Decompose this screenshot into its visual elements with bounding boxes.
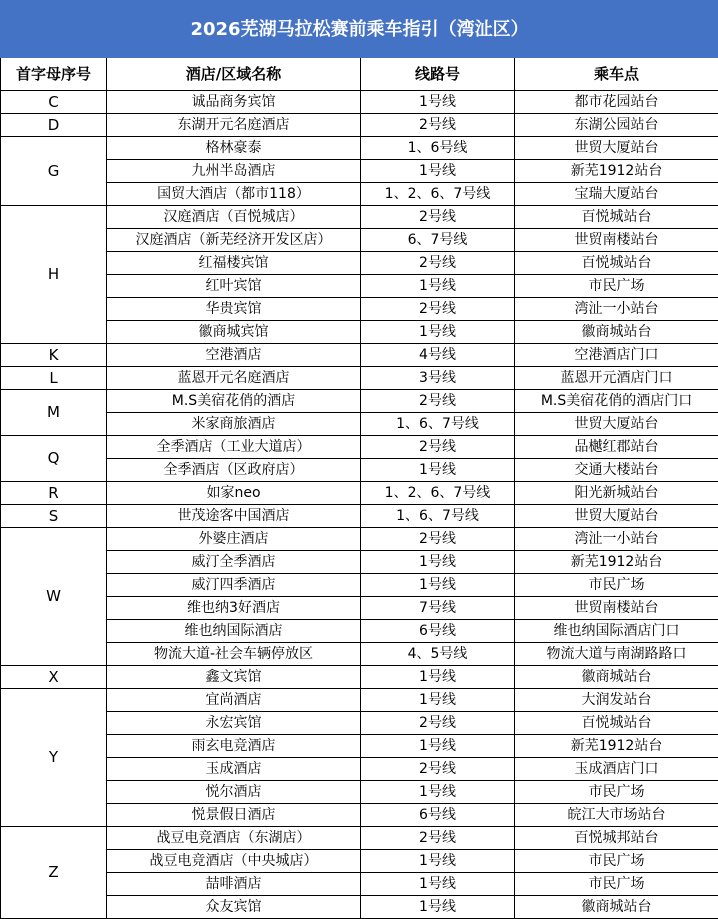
route-number: 4号线 <box>361 344 515 367</box>
table-row <box>1 459 718 482</box>
hotel-name: 威汀四季酒店 <box>107 574 361 597</box>
table-row <box>1 114 718 137</box>
table-row <box>1 344 718 367</box>
boarding-stop: 徽商城站台 <box>515 896 718 919</box>
hotel-name: 汉庭酒店（百悦城店） <box>107 206 361 229</box>
table-row <box>1 91 718 114</box>
hotel-name: 米家商旅酒店 <box>107 413 361 436</box>
group-letter: M <box>1 390 107 436</box>
hotel-name: 鑫文宾馆 <box>107 666 361 689</box>
route-number: 2号线 <box>361 390 515 413</box>
table-row <box>1 436 718 459</box>
hotel-name: 玉成酒店 <box>107 758 361 781</box>
route-number: 2号线 <box>361 298 515 321</box>
group-letter: Q <box>1 436 107 482</box>
hotel-name: 东湖开元名庭酒店 <box>107 114 361 137</box>
hotel-name: 空港酒店 <box>107 344 361 367</box>
table-row <box>1 758 718 781</box>
hotel-name: 物流大道-社会车辆停放区 <box>107 643 361 666</box>
boarding-stop: 物流大道与南湖路路口 <box>515 643 718 666</box>
header-row <box>1 58 718 91</box>
route-number: 2号线 <box>361 712 515 735</box>
title-row <box>1 1 718 58</box>
group-letter: C <box>1 91 107 114</box>
boarding-stop: 新芜1912站台 <box>515 551 718 574</box>
boarding-stop: 新芜1912站台 <box>515 160 718 183</box>
boarding-stop: 空港酒店门口 <box>515 344 718 367</box>
hotel-name: 汉庭酒店（新芜经济开发区店） <box>107 229 361 252</box>
hotel-name: 诚品商务宾馆 <box>107 91 361 114</box>
boarding-stop: 阳光新城站台 <box>515 482 718 505</box>
table-row <box>1 620 718 643</box>
table-row <box>1 528 718 551</box>
hotel-name: 雨玄电竞酒店 <box>107 735 361 758</box>
route-number: 1、2、6、7号线 <box>361 482 515 505</box>
boarding-stop: 蓝恩开元酒店门口 <box>515 367 718 390</box>
hotel-name: 九州半岛酒店 <box>107 160 361 183</box>
table-row <box>1 781 718 804</box>
group-letter: W <box>1 528 107 666</box>
boarding-stop: 百悦城站台 <box>515 252 718 275</box>
boarding-stop: 世贸南楼站台 <box>515 597 718 620</box>
route-number: 4、5号线 <box>361 643 515 666</box>
hotel-name: 战豆电竞酒店（中央城店） <box>107 850 361 873</box>
table-row <box>1 206 718 229</box>
boarding-stop: 湾沚一小站台 <box>515 298 718 321</box>
boarding-stop: 宝瑞大厦站台 <box>515 183 718 206</box>
boarding-stop: 世贸大厦站台 <box>515 505 718 528</box>
hotel-name: 众友宾馆 <box>107 896 361 919</box>
table-row <box>1 827 718 850</box>
route-number: 1号线 <box>361 873 515 896</box>
table-row <box>1 367 718 390</box>
route-number: 1号线 <box>361 321 515 344</box>
hotel-name: 全季酒店（区政府店） <box>107 459 361 482</box>
table-row <box>1 551 718 574</box>
route-number: 1、6号线 <box>361 137 515 160</box>
route-number: 1号线 <box>361 781 515 804</box>
hotel-name: 永宏宾馆 <box>107 712 361 735</box>
boarding-stop: 皖江大市场站台 <box>515 804 718 827</box>
table-row <box>1 275 718 298</box>
route-number: 1号线 <box>361 666 515 689</box>
hotel-name: 悦景假日酒店 <box>107 804 361 827</box>
table-row <box>1 252 718 275</box>
table-row <box>1 482 718 505</box>
table-row <box>1 413 718 436</box>
route-number: 6号线 <box>361 804 515 827</box>
route-number: 1号线 <box>361 459 515 482</box>
table-row <box>1 689 718 712</box>
route-number: 1号线 <box>361 850 515 873</box>
hotel-name: 红福楼宾馆 <box>107 252 361 275</box>
table-title: 2026芜湖马拉松赛前乘车指引（湾沚区） <box>1 1 718 58</box>
hotel-name: 维也纳国际酒店 <box>107 620 361 643</box>
table-row <box>1 160 718 183</box>
route-number: 2号线 <box>361 528 515 551</box>
hotel-name: 国贸大酒店（都市118） <box>107 183 361 206</box>
route-number: 2号线 <box>361 758 515 781</box>
route-number: 1、6、7号线 <box>361 413 515 436</box>
route-number: 2号线 <box>361 114 515 137</box>
hotel-name: 威汀全季酒店 <box>107 551 361 574</box>
route-number: 2号线 <box>361 206 515 229</box>
table-row <box>1 183 718 206</box>
table-row <box>1 873 718 896</box>
table-body <box>1 91 718 919</box>
route-number: 6、7号线 <box>361 229 515 252</box>
table-row <box>1 229 718 252</box>
hotel-name: 战豆电竞酒店（东湖店） <box>107 827 361 850</box>
route-number: 1号线 <box>361 735 515 758</box>
header-letter: 首字母序号 <box>1 58 107 91</box>
hotel-name: M.S美宿花俏的酒店 <box>107 390 361 413</box>
table-row <box>1 505 718 528</box>
boarding-stop: 市民广场 <box>515 850 718 873</box>
boarding-stop: 百悦城站台 <box>515 206 718 229</box>
route-number: 2号线 <box>361 436 515 459</box>
hotel-name: 格林豪泰 <box>107 137 361 160</box>
hotel-name: 外婆庄酒店 <box>107 528 361 551</box>
route-number: 1号线 <box>361 275 515 298</box>
route-number: 1号线 <box>361 574 515 597</box>
hotel-name: 宜尚酒店 <box>107 689 361 712</box>
boarding-stop: 玉成酒店门口 <box>515 758 718 781</box>
group-letter: K <box>1 344 107 367</box>
route-number: 1号线 <box>361 160 515 183</box>
table-row <box>1 896 718 919</box>
boarding-stop: 市民广场 <box>515 873 718 896</box>
hotel-name: 喆啡酒店 <box>107 873 361 896</box>
group-letter: D <box>1 114 107 137</box>
table-row <box>1 712 718 735</box>
boarding-stop: 都市花园站台 <box>515 91 718 114</box>
hotel-name: 全季酒店（工业大道店） <box>107 436 361 459</box>
boarding-stop: 新芜1912站台 <box>515 735 718 758</box>
group-letter: L <box>1 367 107 390</box>
group-letter: Z <box>1 827 107 919</box>
boarding-stop: 市民广场 <box>515 781 718 804</box>
table-row <box>1 321 718 344</box>
group-letter: S <box>1 505 107 528</box>
table-row <box>1 137 718 160</box>
route-number: 1号线 <box>361 91 515 114</box>
boarding-stop: 维也纳国际酒店门口 <box>515 620 718 643</box>
table-row <box>1 597 718 620</box>
boarding-stop: 世贸南楼站台 <box>515 229 718 252</box>
boarding-stop: 市民广场 <box>515 574 718 597</box>
hotel-name: 悦尔酒店 <box>107 781 361 804</box>
boarding-stop: 徽商城站台 <box>515 666 718 689</box>
boarding-stop: 世贸大厦站台 <box>515 413 718 436</box>
hotel-name: 世茂途客中国酒店 <box>107 505 361 528</box>
boarding-stop: 百悦城邦站台 <box>515 827 718 850</box>
hotel-name: 华贵宾馆 <box>107 298 361 321</box>
group-letter: G <box>1 137 107 206</box>
route-number: 1号线 <box>361 689 515 712</box>
hotel-name: 红叶宾馆 <box>107 275 361 298</box>
boarding-stop: 交通大楼站台 <box>515 459 718 482</box>
route-number: 7号线 <box>361 597 515 620</box>
group-letter: H <box>1 206 107 344</box>
boarding-stop: M.S美宿花俏的酒店门口 <box>515 390 718 413</box>
table-row <box>1 298 718 321</box>
group-letter: Y <box>1 689 107 827</box>
table-row <box>1 390 718 413</box>
header-stop: 乘车点 <box>515 58 718 91</box>
hotel-name: 徽商城宾馆 <box>107 321 361 344</box>
boarding-stop: 徽商城站台 <box>515 321 718 344</box>
boarding-stop: 品樾红郡站台 <box>515 436 718 459</box>
table-row <box>1 574 718 597</box>
table-row <box>1 735 718 758</box>
route-number: 6号线 <box>361 620 515 643</box>
hotel-name: 如家neo <box>107 482 361 505</box>
table-row <box>1 643 718 666</box>
route-number: 1号线 <box>361 551 515 574</box>
boarding-stop: 东湖公园站台 <box>515 114 718 137</box>
boarding-stop: 世贸大厦站台 <box>515 137 718 160</box>
route-number: 2号线 <box>361 252 515 275</box>
table-row <box>1 804 718 827</box>
boarding-stop: 大润发站台 <box>515 689 718 712</box>
route-number: 2号线 <box>361 827 515 850</box>
header-line: 线路号 <box>361 58 515 91</box>
route-number: 3号线 <box>361 367 515 390</box>
table-row <box>1 850 718 873</box>
group-letter: R <box>1 482 107 505</box>
header-hotel: 酒店/区域名称 <box>107 58 361 91</box>
hotel-name: 维也纳3好酒店 <box>107 597 361 620</box>
hotel-name: 蓝恩开元名庭酒店 <box>107 367 361 390</box>
boarding-stop: 百悦城站台 <box>515 712 718 735</box>
route-number: 1、2、6、7号线 <box>361 183 515 206</box>
boarding-stop: 市民广场 <box>515 275 718 298</box>
boarding-stop: 湾沚一小站台 <box>515 528 718 551</box>
route-number: 1号线 <box>361 896 515 919</box>
group-letter: X <box>1 666 107 689</box>
table-row <box>1 666 718 689</box>
route-number: 1、6、7号线 <box>361 505 515 528</box>
